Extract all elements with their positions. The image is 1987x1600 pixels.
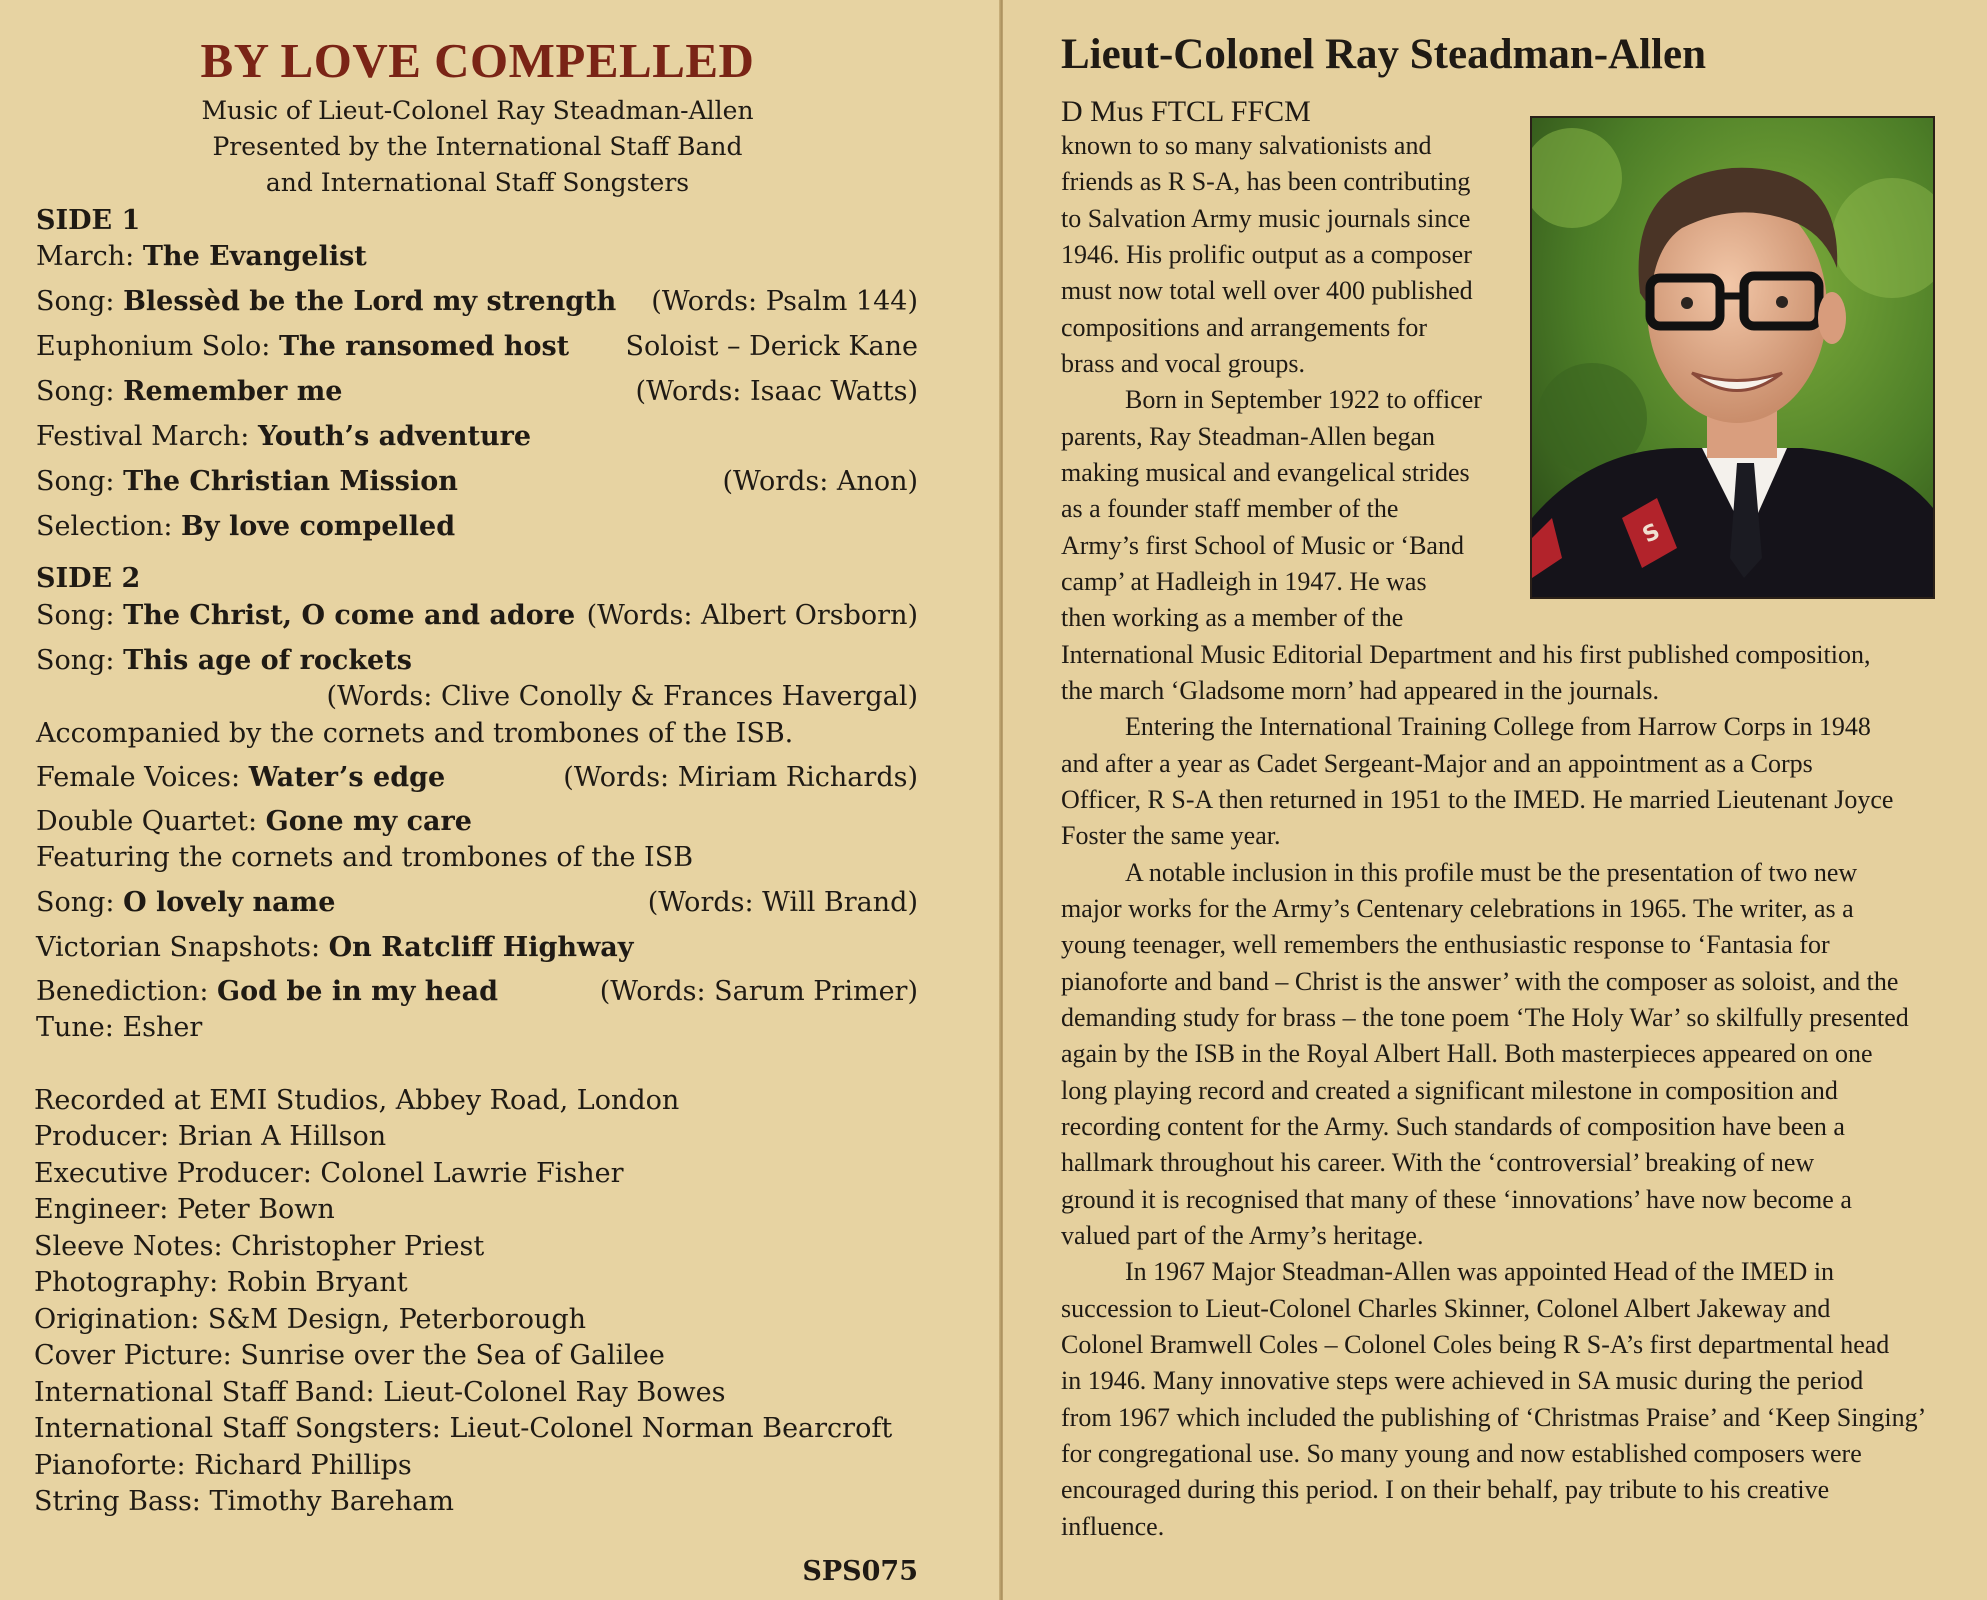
track-row <box>36 331 569 362</box>
track-title: The Evangelist <box>142 241 367 272</box>
bio-line: In 1967 Major Steadman-Allen was appointed Head of the IMED in <box>1125 1257 1835 1286</box>
profile-title: Lieut-Colonel Ray Steadman-Allen <box>1061 31 1706 78</box>
track-type: Euphonium Solo: <box>36 331 279 362</box>
bio-line: Entering the International Training College from Harrow Corps in 1948 <box>1125 712 1871 741</box>
credit-line: Photography: Robin Bryant <box>34 1267 408 1298</box>
bio-line: friends as R S-A, has been contributing <box>1061 167 1471 196</box>
bio-line: hallmark throughout his career. With the ‘controversial’ breaking of new <box>1061 1148 1815 1177</box>
bio-line: known to so many salvationists and <box>1061 131 1432 160</box>
track-note: (Words: Will Brand) <box>647 887 918 918</box>
credit-line: Origination: S&M Design, Peterborough <box>34 1304 587 1335</box>
track-note: (Words: Sarum Primer) <box>599 976 918 1007</box>
credit-line: International Staff Band: Lieut-Colonel Ray Bowes <box>34 1377 726 1408</box>
bio-line: 1946. His prolific output as a composer <box>1061 240 1472 269</box>
track-row <box>36 286 616 317</box>
track-title: Blessèd be the Lord my strength <box>123 286 617 317</box>
bio-line: must now total well over 400 published <box>1061 276 1473 305</box>
bio-line: from 1967 which included the publishing of ‘Christmas Praise’ and ‘Keep Singing’ <box>1061 1403 1927 1432</box>
qualifications: D Mus FTCL FFCM <box>1061 95 1311 128</box>
bio-line: compositions and arrangements for <box>1061 313 1428 342</box>
track-type: Festival March: <box>36 421 258 452</box>
track-title: The Christ, O come and adore <box>123 600 576 631</box>
bio-line: Army’s first School of Music or ‘Band <box>1061 531 1464 560</box>
track-type: Female Voices: <box>36 762 249 793</box>
album-title: BY LOVE COMPELLED <box>200 33 755 88</box>
track-note: (Words: Psalm 144) <box>651 286 918 317</box>
svg-text:S: S <box>1638 519 1664 549</box>
credit-line: String Bass: Timothy Bareham <box>34 1486 454 1517</box>
track-row <box>36 376 342 407</box>
track-type: Song: <box>36 887 124 918</box>
portrait-illustration <box>1532 118 1933 597</box>
track-row <box>36 806 472 837</box>
bio-line: the march ‘Gladsome morn’ had appeared in the journals. <box>1061 676 1660 705</box>
credit-line: Producer: Brian A Hillson <box>34 1121 387 1152</box>
track-type: Song: <box>36 466 124 497</box>
track-row <box>36 645 412 676</box>
credit-line: Recorded at EMI Studios, Abbey Road, London <box>34 1085 680 1116</box>
track-title: By love compelled <box>181 511 456 542</box>
bio-line: brass and vocal groups. <box>1061 349 1306 378</box>
track-row <box>36 932 633 963</box>
track-title: The ransomed host <box>278 331 570 362</box>
bio-line: A notable inclusion in this profile must be the presentation of two new <box>1125 858 1858 887</box>
track-row <box>36 887 335 918</box>
bio-line: camp’ at Hadleigh in 1947. He was <box>1061 567 1427 596</box>
track-row <box>36 466 458 497</box>
track-type: Double Quartet: <box>36 806 266 837</box>
bio-line: in 1946. Many innovative steps were achieved in SA music during the period <box>1061 1366 1864 1395</box>
side1-heading: SIDE 1 <box>36 205 141 236</box>
bio-line: major works for the Army’s Centenary celebrations in 1965. The writer, as a <box>1061 894 1854 923</box>
bio-line: then working as a member of the <box>1061 603 1404 632</box>
bio-line: Foster the same year. <box>1061 821 1281 850</box>
track-row <box>36 241 367 272</box>
track-title: This age of rockets <box>123 645 412 676</box>
bio-line: valued part of the Army’s heritage. <box>1061 1221 1424 1250</box>
track-row <box>36 976 498 1007</box>
credit-line: International Staff Songsters: Lieut-Colonel Norman Bearcroft <box>34 1413 893 1444</box>
subtitle-line: Presented by the International Staff Band <box>212 132 743 161</box>
bio-line: ground it is recognised that many of these ‘innovations’ have now become a <box>1061 1185 1852 1214</box>
track-row <box>36 762 445 793</box>
credit-line: Pianoforte: Richard Phillips <box>34 1450 412 1481</box>
track-note: Soloist – Derick Kane <box>625 331 918 362</box>
bio-line: encouraged during this period. I on their behalf, pay tribute to his creative <box>1061 1475 1830 1504</box>
track-title: Gone my care <box>265 806 472 837</box>
credit-line: Executive Producer: Colonel Lawrie Fisher <box>34 1158 624 1189</box>
track-title: O lovely name <box>123 887 336 918</box>
bio-line: Born in September 1922 to officer <box>1125 385 1482 414</box>
track-row <box>36 600 575 631</box>
subtitle-line: Music of Lieut-Colonel Ray Steadman-Allen <box>201 96 754 125</box>
bio-line: pianoforte and band – Christ is the answer’ with the composer as soloist, and the <box>1061 967 1899 996</box>
bio-line: again by the ISB in the Royal Albert Hall. Both masterpieces appeared on one <box>1061 1039 1873 1068</box>
track-note: (Words: Albert Orsborn) <box>586 600 918 631</box>
bio-line: to Salvation Army music journals since <box>1061 204 1471 233</box>
track-row <box>36 511 455 542</box>
composer-photo <box>1530 116 1935 599</box>
track-note: (Words: Clive Conolly & Frances Havergal) <box>326 681 918 712</box>
track-type: March: <box>36 241 143 272</box>
bio-line: recording content for the Army. Such standards of composition have been a <box>1061 1112 1845 1141</box>
side2-heading: SIDE 2 <box>36 563 141 594</box>
credit-line: Cover Picture: Sunrise over the Sea of Galilee <box>34 1340 665 1371</box>
bio-line: succession to Lieut-Colonel Charles Skinner, Colonel Albert Jakeway and <box>1061 1294 1831 1323</box>
track-type: Song: <box>36 286 124 317</box>
bio-line: influence. <box>1061 1512 1165 1541</box>
catalogue-number: SPS075 <box>802 1556 918 1587</box>
track-title: Water’s edge <box>248 762 446 793</box>
track-title: God be in my head <box>217 976 498 1007</box>
bio-line: making musical and evangelical strides <box>1061 458 1470 487</box>
track-extra: Accompanied by the cornets and trombones of the ISB. <box>36 718 794 749</box>
track-note: (Words: Isaac Watts) <box>635 376 918 407</box>
track-type: Song: <box>36 600 124 631</box>
track-note: (Words: Miriam Richards) <box>563 762 918 793</box>
bio-line: long playing record and created a significant milestone in composition and <box>1061 1076 1838 1105</box>
track-type: Selection: <box>36 511 182 542</box>
track-extra: Tune: Esher <box>36 1012 203 1043</box>
track-title: The Christian Mission <box>123 466 458 497</box>
bio-line: as a founder staff member of the <box>1061 494 1399 523</box>
subtitle-line: and International Staff Songsters <box>265 168 690 197</box>
track-note: (Words: Anon) <box>722 466 918 497</box>
track-type: Song: <box>36 645 124 676</box>
bio-line: for congregational use. So many young and now established composers were <box>1061 1439 1862 1468</box>
right-panel <box>1003 0 1987 1600</box>
bio-line: parents, Ray Steadman-Allen began <box>1061 422 1435 451</box>
track-row <box>36 421 531 452</box>
bio-line: young teenager, well remembers the enthusiastic response to ‘Fantasia for <box>1061 930 1830 959</box>
credit-line: Sleeve Notes: Christopher Priest <box>34 1231 485 1262</box>
track-type: Song: <box>36 376 124 407</box>
track-title: On Ratcliff Highway <box>328 932 634 963</box>
track-title: Youth’s adventure <box>258 421 532 452</box>
bio-line: and after a year as Cadet Sergeant-Major and an appointment as a Corps <box>1061 749 1813 778</box>
credit-line: Engineer: Peter Bown <box>34 1194 335 1225</box>
track-type: Victorian Snapshots: <box>36 932 329 963</box>
bio-line: Colonel Bramwell Coles – Colonel Coles being R S-A’s first departmental head <box>1061 1330 1890 1359</box>
track-extra: Featuring the cornets and trombones of the ISB <box>36 842 694 873</box>
bio-line: demanding study for brass – the tone poem ‘The Holy War’ so skilfully presented <box>1061 1003 1909 1032</box>
bio-line: Officer, R S-A then returned in 1951 to the IMED. He married Lieutenant Joyce <box>1061 785 1894 814</box>
track-type: Benediction: <box>36 976 218 1007</box>
bio-line: International Music Editorial Department and his first published composition, <box>1061 640 1871 669</box>
track-title: Remember me <box>123 376 343 407</box>
